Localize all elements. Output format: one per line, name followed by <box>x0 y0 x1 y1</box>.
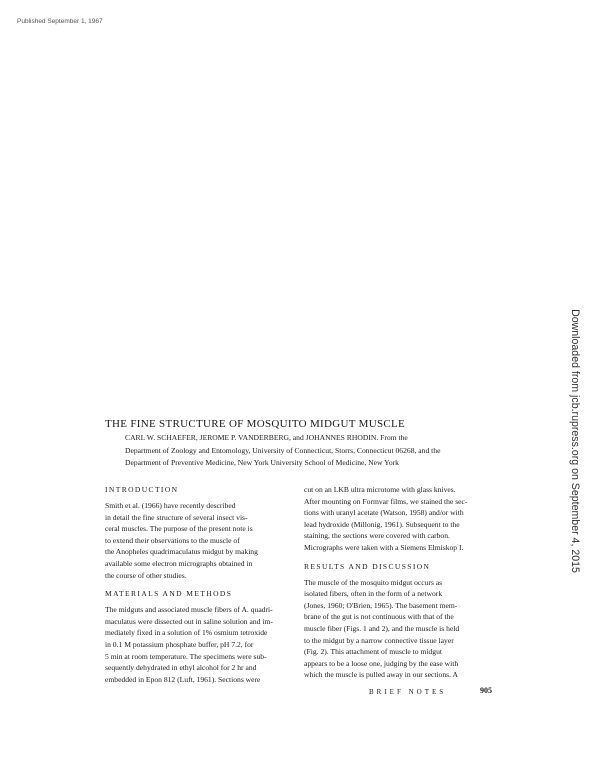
text-line: the Anopheles quadrimaculatus midgut by making <box>105 547 258 557</box>
text-line: cut on an LKB ultra microtome with glass knives. <box>304 485 456 494</box>
section-heading-methods: MATERIALS AND METHODS <box>105 589 233 599</box>
text-line: in 0.1 M potassium phosphate buffer, pH 7.2, for <box>105 639 254 649</box>
text-line: which the muscle is pulled away in our sections. A <box>304 670 458 680</box>
text-line: Micrographs were taken with a Siemens Elmiskop I. <box>304 542 464 552</box>
text-line: isolated fibers, often in the form of a network <box>304 589 443 599</box>
text-line: (Fig. 2). This attachment of muscle to midgut <box>304 647 443 657</box>
text-line: After mounting on Formvar films, we stained the sec- <box>304 496 468 506</box>
text-line: to the midgut by a narrow connective tissue layer <box>304 635 454 645</box>
published-date: Published September 1, 1967 <box>17 18 103 25</box>
section-heading-introduction: INTRODUCTION <box>105 485 179 494</box>
text-line: lead hydroxide (Millonig, 1961). Subsequent to the <box>304 519 460 529</box>
text-line: mediately fixed in a solution of 1% osmium tetroxide <box>105 628 268 638</box>
right-column <box>304 484 501 681</box>
text-line: tions with uranyl acetate (Watson, 1958) and/or with <box>304 508 464 518</box>
author-line: Department of Preventive Medicine, New York University School of Medicine, New York <box>125 458 399 467</box>
text-line: The midguts and associated muscle fibers of A. quadri- <box>105 605 273 615</box>
text-line: Smith et al. (1966) have recently described <box>105 501 236 510</box>
author-line: CARL W. SCHAEFER, JEROME P. VANDERBERG, and JOHANNES RHODIN. From the <box>125 433 408 442</box>
text-line: to extend their observations to the muscle of <box>105 535 240 545</box>
download-notice <box>563 266 587 616</box>
text-line: available some electron micrographs obtained in <box>105 558 253 568</box>
author-affiliation-block <box>125 432 525 470</box>
text-line: appears to be a loose one, judging by the ease with <box>304 658 459 668</box>
text-line: sequently dehydrated in ethyl alcohol for 2 hr and <box>105 663 257 673</box>
text-line: maculatus were dissected out in saline solution and im- <box>105 616 273 626</box>
text-line: (Jones, 1960; O'Brien, 1965). The basement mem- <box>304 600 458 610</box>
download-notice-text: Downloaded from jcb.rupress.org on September 4, 2015 <box>569 309 582 573</box>
text-line: in detail the fine structure of several insect vis- <box>105 512 248 522</box>
text-line: the course of other studies. <box>105 570 187 580</box>
running-head: BRIEF NOTES <box>369 688 447 696</box>
text-line: brane of the gut is not continuous with that of the <box>304 612 454 622</box>
text-line: The muscle of the mosquito midgut occurs as <box>304 577 443 587</box>
text-line: embedded in Epon 812 (Luft, 1961). Sections were <box>105 674 261 684</box>
section-heading-results: RESULTS AND DISCUSSION <box>304 561 431 571</box>
left-column <box>105 484 302 685</box>
author-line: Department of Zoology and Entomology, University of Connecticut, Storrs, Connecticut 06268, and the <box>125 445 441 455</box>
text-line: ceral muscles. The purpose of the present note is <box>105 524 253 534</box>
text-line: 5 min at room temperature. The specimens were sub- <box>105 651 267 661</box>
article-title: THE FINE STRUCTURE OF MOSQUITO MIDGUT MUSCLE <box>105 418 406 430</box>
page-number: 905 <box>480 686 492 695</box>
text-line: muscle fiber (Figs. 1 and 2), and the muscle is held <box>304 623 460 633</box>
text-line: staining, the sections were covered with carbon. <box>304 531 450 541</box>
